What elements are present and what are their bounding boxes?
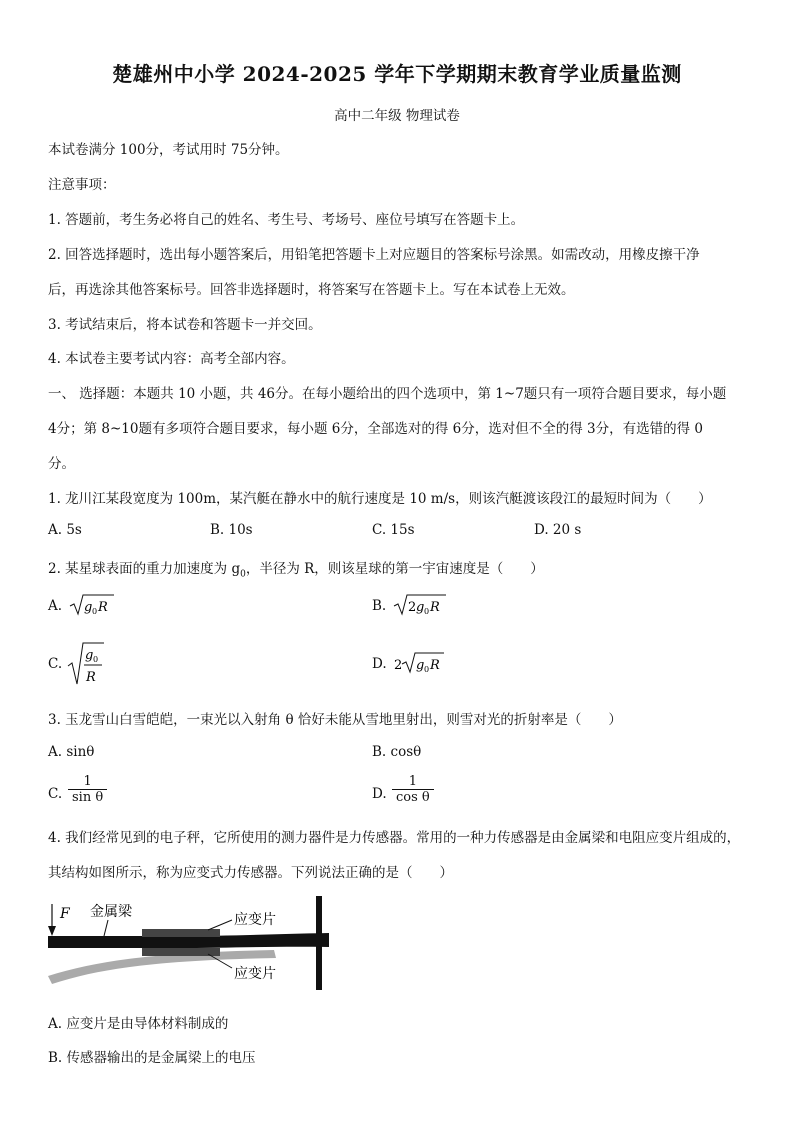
q3-option-c-fraction <box>68 774 107 805</box>
q3-option-a <box>48 744 94 760</box>
q1-option-d: D. 20 s <box>534 522 582 538</box>
q4-option-b: B. 传感器输出的是金属梁上的电压 <box>48 1050 256 1066</box>
q2-stem-pre: 2. 某星球表面的重力加速度为 g <box>48 561 241 577</box>
beam-label: 金属梁 <box>90 904 132 920</box>
section1-line3: 分。 <box>48 456 75 472</box>
q1-stem: 1. 龙川江某段宽度为 100m，某汽艇在静水中的航行速度是 10 m/s，则该汽艇渡该段江的最短时间为（ ） <box>48 491 712 507</box>
svg-text:0: 0 <box>424 607 430 616</box>
note-2a: 2. 回答选择题时，选出每小题答案后，用铅笔把答题卡上对应题目的答案标号涂黑。如需改动，用橡皮擦干净 <box>48 247 700 263</box>
q2-option-a-formula <box>68 592 118 618</box>
q2-stem-sub: 0 <box>240 569 246 580</box>
q4-stem-2: 其结构如图所示，称为应变式力传感器。下列说法正确的是（ ） <box>48 865 453 881</box>
q2-option-d-formula <box>392 650 450 676</box>
force-label: F <box>60 906 70 922</box>
note-3: 3. 考试结束后，将本试卷和答题卡一并交回。 <box>48 317 322 333</box>
q3-option-d-fraction <box>392 774 434 805</box>
section1-line1: 一、 选择题：本题共 10 小题，共 46分。在每小题给出的四个选项中，第 1~7题只有一项符合题目要求，每小题 <box>48 386 727 402</box>
q3-option-d-label: D. <box>372 786 387 802</box>
q1-option-c: C. 15s <box>372 522 415 538</box>
section1-line2: 4分；第 8~10题有多项符合题目要求，每小题 6分，全部选对的得 6分，选对但不全的得 3分，有选错的得 0 <box>48 421 703 437</box>
note-1: 1. 答题前，考生务必将自己的姓名、考生号、考场号、座位号填写在答题卡上。 <box>48 212 525 228</box>
q2-stem <box>48 557 544 580</box>
score-line: 本试卷满分 100分，考试用时 75分钟。 <box>48 142 289 158</box>
svg-text:g: g <box>416 600 425 615</box>
q3-option-a-label: A. <box>48 744 63 760</box>
q3-option-a-text: sinθ <box>66 744 95 760</box>
q2-option-b-label: B. <box>372 598 387 614</box>
q2-option-c-label: C. <box>48 656 63 672</box>
note-2b: 后，再选涂其他答案标号。回答非选择题时，将答案写在答题卡上。写在本试卷上无效。 <box>48 282 575 298</box>
svg-text:R: R <box>430 600 440 615</box>
gauge-bottom-label: 应变片 <box>234 966 276 982</box>
q2-option-c-formula <box>66 640 106 688</box>
notes-heading: 注意事项： <box>48 177 116 193</box>
q3-option-b <box>372 744 421 760</box>
q3-option-d-num: 1 <box>408 774 418 789</box>
q2-option-b-formula <box>392 592 450 618</box>
gauge-top-label: 应变片 <box>234 912 276 928</box>
q3-option-d-den: cos θ <box>392 789 434 805</box>
q1-option-b: B. 10s <box>210 522 253 538</box>
svg-text:2: 2 <box>394 658 403 673</box>
svg-text:R: R <box>98 600 108 615</box>
q1-option-a: A. 5s <box>48 522 82 538</box>
gauge-top-leader <box>208 920 232 930</box>
strain-gauge-bottom <box>142 948 220 956</box>
svg-text:g: g <box>85 648 94 663</box>
q2-option-a-label: A. <box>48 598 63 614</box>
q3-option-c-den: sin θ <box>68 789 107 805</box>
note-4: 4. 本试卷主要考试内容：高考全部内容。 <box>48 351 295 367</box>
svg-text:0: 0 <box>424 665 430 674</box>
exam-subtitle: 高中二年级 物理试卷 <box>334 108 460 124</box>
strain-gauge-figure <box>44 896 344 996</box>
svg-text:2: 2 <box>408 600 417 615</box>
svg-text:g: g <box>416 658 425 673</box>
q2-option-d-label: D. <box>372 656 387 672</box>
q4-option-a: A. 应变片是由导体材料制成的 <box>48 1016 229 1032</box>
q3-stem: 3. 玉龙雪山白雪皑皑，一束光以入射角 θ 恰好未能从雪地里射出，则雪对光的折射率是（ ） <box>48 712 622 728</box>
svg-text:R: R <box>86 670 96 685</box>
q3-option-b-label: B. <box>372 744 387 760</box>
beam-leader <box>104 920 108 936</box>
exam-title: 楚雄州中小学 2024-2025 学年下学期期末教育学业质量监测 <box>112 62 682 86</box>
q3-option-c-num: 1 <box>83 774 92 789</box>
force-arrow-head <box>48 926 56 936</box>
q4-stem-1: 4. 我们经常见到的电子秤，它所使用的测力器件是力传感器。常用的一种力传感器是由金属梁和电阻应变片组成的， <box>48 830 741 846</box>
q3-option-b-text: cosθ <box>390 744 422 760</box>
q3-option-c-label: C. <box>48 786 63 802</box>
svg-text:0: 0 <box>92 607 98 616</box>
svg-text:R: R <box>430 658 440 673</box>
svg-text:0: 0 <box>93 655 99 664</box>
q2-stem-post: ，半径为 R，则该星球的第一宇宙速度是（ ） <box>245 561 544 577</box>
svg-text:g: g <box>84 600 93 615</box>
